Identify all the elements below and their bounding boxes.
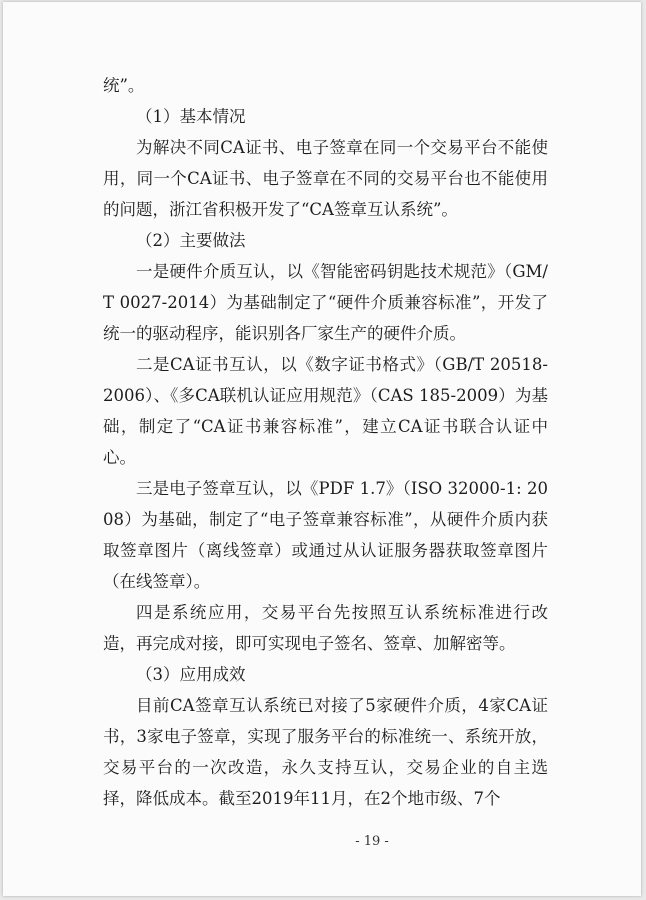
page-number-text: - 19 - — [355, 834, 389, 849]
section-heading-basic-situation: （1）基本情况 — [136, 107, 246, 126]
section-heading-application-results: （3）应用成效 — [136, 665, 246, 684]
paragraph-results: 目前CA签章互认系统已对接了5家硬件介质，4家CA证书，3家电子签章，实现了服务平台的标准统一、系统开放，交易平台的一次改造，永久支持互认，交易企业的自主选择，降低成本。截至2019年11月，在2个地市级、7个 — [103, 696, 548, 808]
paragraph-system-application: 四是系统应用，交易平台先按照互认系统标准进行改造，再完成对接，即可实现电子签名、签章、加解密等。 — [103, 603, 548, 653]
document-page — [3, 2, 641, 896]
section-heading-main-practices: （2）主要做法 — [136, 231, 246, 250]
paragraph-background: 为解决不同CA证书、电子签章在同一个交易平台不能使用，同一个CA证书、电子签章在不同的交易平台也不能使用的问题，浙江省积极开发了“CA签章互认系统”。 — [103, 138, 548, 219]
paragraph-continuation: 统”。 — [103, 76, 145, 95]
document-body — [103, 70, 548, 814]
paragraph-hardware-mutual-recognition: 一是硬件介质互认，以《智能密码钥匙技术规范》（GM/T 0027-2014）为基础制定了“硬件介质兼容标准”，开发了统一的驱动程序，能识别各厂家生产的硬件介质。 — [103, 262, 548, 343]
paragraph-e-seal-mutual-recognition: 三是电子签章互认，以《PDF 1.7》（ISO 32000-1: 2008）为基础，制定了“电子签章兼容标准”，从硬件介质内获取签章图片（离线签章）或通过从认证服务器获取签章图片（在线签章）。 — [103, 479, 548, 591]
page-number — [3, 834, 641, 849]
paragraph-ca-certificate-mutual-recognition: 二是CA证书互认，以《数字证书格式》（GB/T 20518-2006）、《多CA联机认证应用规范》（CAS 185-2009）为基础，制定了“CA证书兼容标准”，建立CA证书联合认证中心。 — [103, 355, 548, 467]
